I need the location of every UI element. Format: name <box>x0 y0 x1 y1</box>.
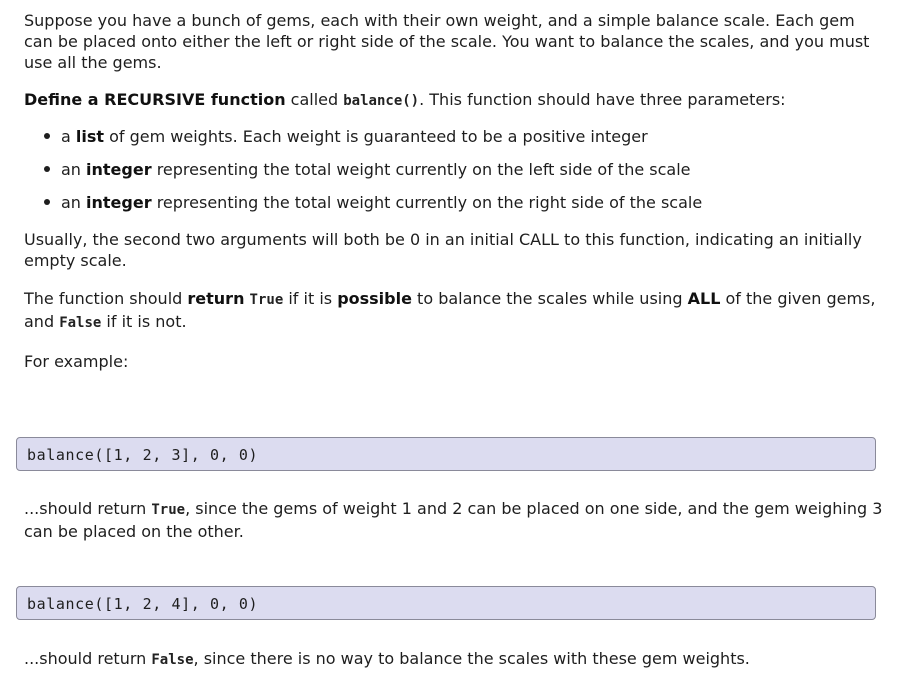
false-code: False <box>59 315 102 331</box>
all-bold: ALL <box>687 289 721 308</box>
return-bold: return <box>187 289 245 308</box>
return-text-1: The function should <box>24 289 188 308</box>
example-code-block: balance([1, 2, 4], 0, 0) <box>16 586 876 620</box>
definition-text-2: . This function should have three parameters: <box>419 90 786 109</box>
explanation-pre: ...should return <box>24 499 152 518</box>
possible-bold: possible <box>337 289 412 308</box>
return-text-2: if it is <box>283 289 338 308</box>
function-name-code: balance() <box>343 93 420 109</box>
intro-paragraph: Suppose you have a bunch of gems, each with their own weight, and a simple balance scale. Each gem can be placed onto either the left or right side of the scale. You want to balance the scales, and you must use all the gems. <box>24 11 870 72</box>
parameter-desc: representing the total weight currently on the right side of the scale <box>151 193 703 212</box>
explanation-post: , since there is no way to balance the scales with these gem weights. <box>193 649 750 668</box>
return-text-4: of the given gems, and <box>24 289 876 331</box>
parameter-item <box>44 192 884 213</box>
result-value-code: False <box>151 652 194 668</box>
problem-description <box>24 10 884 372</box>
explanation-pre: ...should return <box>24 649 152 668</box>
definition-text-1: called <box>285 90 344 109</box>
parameter-type: integer <box>86 193 152 212</box>
parameter-type: integer <box>86 160 152 179</box>
return-text-3: to balance the scales while using <box>411 289 688 308</box>
usually-paragraph: Usually, the second two arguments will both be 0 in an initial CALL to this function, indicating an initially empty scale. <box>24 230 862 270</box>
parameter-desc: representing the total weight currently on the left side of the scale <box>151 160 691 179</box>
example-explanation <box>24 648 884 671</box>
return-paragraph <box>24 288 884 334</box>
parameter-pre: a <box>61 127 76 146</box>
parameter-item <box>44 159 884 180</box>
example-code-block: balance([1, 2, 3], 0, 0) <box>16 437 876 471</box>
example-explanation <box>24 498 884 542</box>
definition-paragraph <box>24 89 884 112</box>
parameter-pre: an <box>61 193 87 212</box>
parameter-pre: an <box>61 160 87 179</box>
explanation-post: , since the gems of weight 1 and 2 can be placed on one side, and the gem weighing 3 can be placed on the other. <box>24 499 883 541</box>
parameter-item <box>44 126 884 147</box>
for-example-label: For example: <box>24 352 129 371</box>
definition-bold: Define a RECURSIVE function <box>24 90 286 109</box>
return-text-5: if it is not. <box>101 312 187 331</box>
result-value-code: True <box>151 502 186 518</box>
true-code: True <box>249 292 284 308</box>
parameter-type: list <box>75 127 105 146</box>
parameter-desc: of gem weights. Each weight is guaranteed to be a positive integer <box>104 127 648 146</box>
parameter-list <box>24 126 884 213</box>
